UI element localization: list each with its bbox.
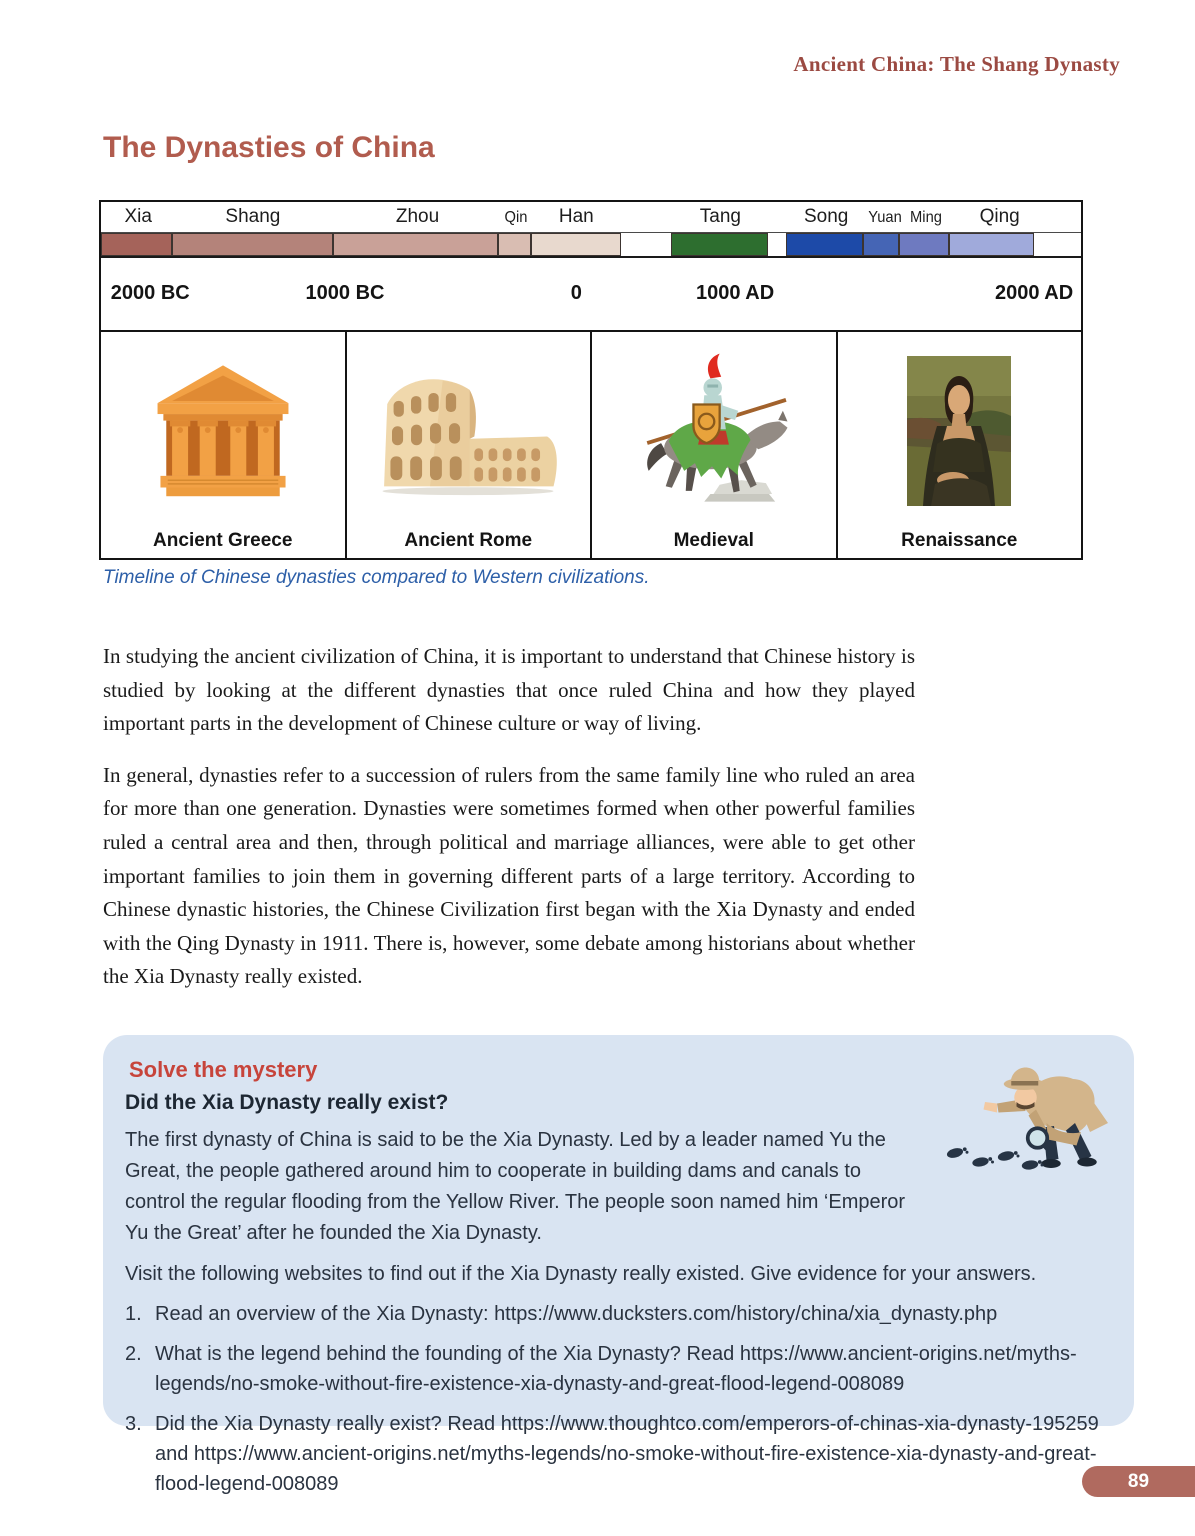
dynasty-label-tang: Tang xyxy=(699,206,741,227)
civilizations-row xyxy=(101,332,1081,558)
panel-ancient-rome xyxy=(345,332,591,558)
list-item-number: 2. xyxy=(125,1343,142,1365)
mystery-intro: The first dynasty of China is said to be the Xia Dynasty. Led by a leader named Yu the Great, the people gathered around him to cooperate in building dams and canals to control the regular flooding from the Yellow River. The people soon named him ‘Emperor Yu the Great’ after he founded the Xia Dynasty. xyxy=(125,1129,906,1244)
dynasty-label-qing: Qing xyxy=(979,206,1020,227)
greek-temple-icon xyxy=(101,332,345,530)
civilization-label: Ancient Rome xyxy=(404,530,533,551)
dynasty-bars xyxy=(101,232,1081,258)
dynasty-bar-shang xyxy=(172,233,333,256)
list-item-text: Did the Xia Dynasty really exist? Read https://www.thoughtco.com/emperors-of-chinas-xia-dynasty-195259 and https://www.ancient-origins.net/myths-legends/no-smoke-without-fire-existence-xia-dynasty-and-great-flood-legend-008089 xyxy=(155,1413,1099,1495)
dynasty-bar-zhou xyxy=(333,233,498,256)
dynasty-bar-qing xyxy=(949,233,1034,256)
date-label: 0 xyxy=(570,282,582,304)
dynasty-bar-tang xyxy=(671,233,768,256)
list-item xyxy=(125,1339,1108,1399)
civilization-label: Ancient Greece xyxy=(153,530,293,551)
list-item-text: Read an overview of the Xia Dynasty: https://www.ducksters.com/history/china/xia_dynasty.php xyxy=(155,1303,998,1325)
paragraph: In studying the ancient civilization of China, it is important to understand that Chinese history is studied by looking at the different dynasties that once ruled China and how they played important parts in the development of Chinese culture or way of living. xyxy=(103,644,915,736)
dynasty-label-qin: Qin xyxy=(504,209,527,226)
civilization-label: Renaissance xyxy=(901,530,1018,551)
dynasty-bar-han xyxy=(531,233,621,256)
mystery-subheading: Did the Xia Dynasty really exist? xyxy=(125,1091,449,1114)
dynasty-label-yuan: Yuan xyxy=(868,209,902,226)
date-label: 1000 AD xyxy=(695,282,775,304)
body-text xyxy=(103,640,915,994)
dynasty-label-shang: Shang xyxy=(225,206,281,227)
running-header: Ancient China: The Shang Dynasty xyxy=(793,52,1120,76)
mona-lisa-painting-icon xyxy=(838,332,1082,530)
dynasty-labels xyxy=(101,202,1081,232)
date-label: 2000 BC xyxy=(110,282,190,304)
page-number: 89 xyxy=(1127,1470,1150,1492)
dynasty-label-ming: Ming xyxy=(910,209,943,226)
dynasty-bar-ming xyxy=(899,233,949,256)
list-item-number: 3. xyxy=(125,1413,142,1435)
dynasty-label-xia: Xia xyxy=(124,206,152,227)
detective-with-magnifying-glass-icon xyxy=(934,1051,1114,1189)
dynasty-bar-yuan xyxy=(863,233,898,256)
solve-the-mystery-box xyxy=(103,1035,1134,1495)
page-title: The Dynasties of China xyxy=(103,131,435,164)
date-label: 2000 AD xyxy=(994,282,1074,304)
dynasty-bar-song xyxy=(786,233,863,256)
dynasty-bar-xia xyxy=(101,233,172,256)
panel-medieval xyxy=(590,332,836,558)
list-item xyxy=(125,1409,1108,1499)
panel-ancient-greece xyxy=(101,332,345,558)
date-label: 1000 BC xyxy=(305,282,385,304)
mystery-list xyxy=(125,1299,1108,1499)
mystery-instruction: Visit the following websites to find out if the Xia Dynasty really existed. Give evidence for your answers. xyxy=(125,1263,1037,1285)
civilization-label: Medieval xyxy=(673,530,754,551)
list-item-number: 1. xyxy=(125,1303,142,1325)
timeline-dates xyxy=(101,258,1081,332)
knight-on-horseback-icon xyxy=(592,332,836,530)
dynasty-label-song: Song xyxy=(804,206,849,227)
dynasty-label-zhou: Zhou xyxy=(395,206,440,227)
dynasty-bar-qin xyxy=(498,233,531,256)
dynasty-label-han: Han xyxy=(558,206,594,227)
list-item-text: What is the legend behind the founding of the Xia Dynasty? Read https://www.ancient-origins.net/myths-legends/no-smoke-without-fire-existence-xia-dynasty-and-great-flood-legend-008089 xyxy=(155,1343,1077,1395)
page-number-badge xyxy=(1082,1466,1195,1497)
panel-renaissance xyxy=(836,332,1082,558)
list-item xyxy=(125,1299,1108,1329)
paragraph: In general, dynasties refer to a succession of rulers from the same family line who ruled an area for more than one generation. Dynasties were sometimes formed when other powerful families ruled a central area and then, through political and marriage alliances, were able to get other important families to join them in governing different parts of a large territory. According to Chinese dynastic histories, the Chinese Civilization first began with the Xia Dynasty and ended with the Qing Dynasty in 1911. There is, however, some debate among historians about whether the Xia Dynasty really existed. xyxy=(103,762,915,989)
figure-caption: Timeline of Chinese dynasties compared to Western civilizations. xyxy=(103,567,650,588)
dynasty-timeline-figure xyxy=(99,200,1083,560)
colosseum-icon xyxy=(347,332,591,530)
mystery-heading: Solve the mystery xyxy=(129,1057,318,1082)
